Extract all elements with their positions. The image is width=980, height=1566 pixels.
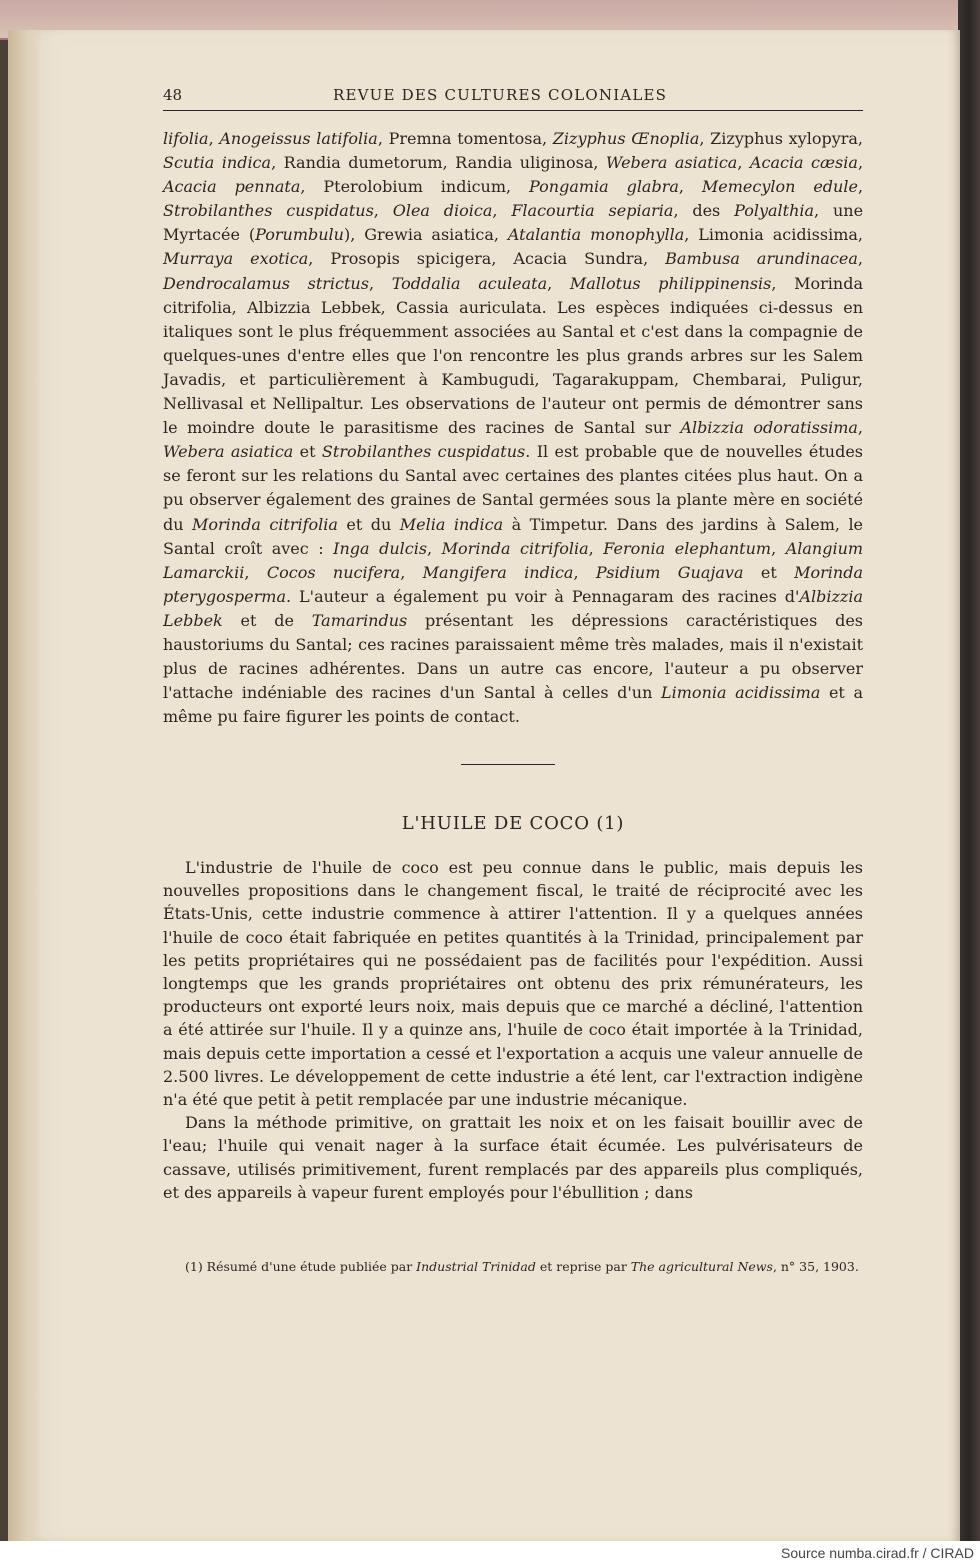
text-run: . Il est probable que de nouvelles études se feront sur les relations du Santal avec certaines des plantes citées plus haut. On a pu observer également des graines de Santal germées sous la plante mère en société du bbox=[163, 442, 863, 534]
italic-term: Olea dioica bbox=[392, 201, 493, 221]
article-body bbox=[163, 856, 863, 1204]
text-run: , bbox=[208, 129, 220, 148]
text-run: , bbox=[373, 201, 393, 221]
italic-term: Flacourtia sepiaria bbox=[511, 201, 674, 221]
text-run: , bbox=[573, 562, 596, 582]
text-run: , bbox=[588, 538, 604, 558]
italic-term: Anogeissus latifolia bbox=[219, 129, 378, 148]
italic-term: Acacia cæsia bbox=[749, 153, 858, 173]
text-run: , bbox=[857, 249, 863, 269]
continued-text-block bbox=[163, 127, 863, 729]
paragraph bbox=[163, 127, 863, 729]
text-run: , bbox=[427, 538, 442, 558]
footnote-text bbox=[163, 1257, 863, 1276]
italic-term: Polyalthia bbox=[734, 201, 815, 221]
text-run: , n° 35, 1903. bbox=[772, 1259, 859, 1274]
italic-term: Industrial Trinidad bbox=[416, 1259, 536, 1274]
text-run: , bbox=[547, 273, 570, 293]
italic-term: Strobilanthes cuspidatus bbox=[321, 442, 526, 462]
italic-term: Porumbulu bbox=[255, 225, 344, 245]
italic-term: Alangium Lamarckii bbox=[163, 538, 864, 582]
text-run: , Prosopis spicigera, Acacia Sundra, bbox=[308, 249, 666, 269]
text-run: , Limonia acidissima, bbox=[684, 225, 864, 245]
source-credit: Source numba.cirad.fr / CIRAD bbox=[781, 1545, 974, 1561]
italic-term: Cocos nucifera bbox=[266, 562, 401, 582]
text-run: , bbox=[400, 562, 423, 582]
text-run: présentant les dépressions caractéristiques des haustoriums du Santal; ces racines paraissaient même très malades, mais il n'existait plus de racines adhérentes. Dans un autre cas encore, l'auteur a pu observer l'attache indéniable des racines d'un Santal à celles d'un bbox=[163, 610, 864, 703]
italic-term: Morinda pterygosperma bbox=[163, 562, 863, 606]
italic-term: Morinda citrifolia bbox=[192, 514, 338, 534]
italic-term: Psidium Guajava bbox=[595, 562, 744, 582]
italic-term: Tamarindus bbox=[311, 610, 408, 630]
text-run: , bbox=[857, 418, 864, 438]
italic-term: Murraya exotica bbox=[163, 249, 309, 269]
text-run: et bbox=[293, 442, 322, 462]
italic-term: Morinda citrifolia bbox=[441, 538, 589, 558]
text-run: ), Grewia asiatica, bbox=[343, 225, 508, 245]
section-title: L'HUILE DE COCO (1) bbox=[401, 813, 625, 834]
text-run: , Randia dumetorum, Randia uliginosa, bbox=[271, 153, 606, 173]
italic-term: lifolia bbox=[163, 129, 209, 148]
text-run: , bbox=[737, 153, 750, 173]
text-run: , Zizyphus xylopyra, bbox=[699, 129, 864, 148]
running-title: REVUE DES CULTURES COLONIALES bbox=[333, 86, 668, 104]
book-spine-edge bbox=[958, 0, 980, 1541]
text-run: et reprise par bbox=[535, 1259, 631, 1274]
footnote bbox=[163, 1257, 863, 1276]
text-run: , Premna tomentosa, bbox=[377, 129, 553, 148]
italic-term: Pongamia glabra bbox=[529, 177, 679, 197]
italic-term: Limonia acidissima bbox=[661, 683, 821, 703]
text-run: , Morinda citrifolia, Albizzia Lebbek, Cassia auriculata. Les espèces indiquées ci-dessus en italiques sont le plus fréquemment associées au Santal et c'est dans la compagnie de quelques-unes d'entre elles que l'on rencontre les plus grands arbres sur les Salem Javadis, et particulièrement à Kambugudi, Tagarakuppam, Chembarai, Puligur, Nellivasal et Nellipaltur. Les observations de l'auteur ont permis de démontrer sans le moindre doute le parasitisme des racines de Santal sur bbox=[163, 273, 864, 438]
text-run: , Pterolobium indicum, bbox=[300, 177, 530, 197]
italic-term: Albizzia odoratissima bbox=[680, 418, 858, 438]
italic-term: Melia indica bbox=[399, 514, 504, 534]
italic-term: Memecylon edule bbox=[701, 177, 858, 197]
text-run: et a même pu faire figurer les points de contact. bbox=[163, 683, 864, 727]
italic-term: Webera asiatica bbox=[605, 153, 738, 173]
page-header bbox=[163, 84, 863, 111]
text-run: , bbox=[678, 177, 702, 197]
italic-term: Bambusa arundinacea bbox=[665, 249, 858, 269]
text-run: à Timpetur. Dans des jardins à Salem, le Santal croît avec : bbox=[163, 514, 864, 558]
text-run: . L'auteur a également pu voir à Pennagaram des racines d' bbox=[285, 586, 800, 606]
text-run: , des bbox=[673, 201, 735, 221]
text-run: , bbox=[244, 562, 267, 582]
italic-term: Mangifera indica bbox=[422, 562, 574, 582]
text-run: , bbox=[368, 273, 392, 293]
italic-term: Feronia elephantum bbox=[603, 538, 772, 558]
text-run: et bbox=[743, 562, 795, 582]
italic-term: Dendrocalamus strictus bbox=[163, 273, 369, 293]
italic-term: Inga dulcis bbox=[333, 538, 428, 558]
text-run: , bbox=[857, 177, 864, 197]
text-run: (1) Résumé d'une étude publiée par bbox=[185, 1259, 417, 1274]
italic-term: Webera asiatica bbox=[163, 442, 294, 462]
text-run: et du bbox=[337, 514, 400, 534]
italic-term: Scutia indica bbox=[163, 153, 272, 173]
text-run: et de bbox=[222, 610, 312, 630]
italic-term: The agricultural News bbox=[630, 1259, 773, 1274]
section-divider bbox=[461, 764, 555, 765]
text-run: , une Myrtacée ( bbox=[163, 201, 864, 245]
text-run: , bbox=[492, 201, 512, 221]
paragraph: L'industrie de l'huile de coco est peu connue dans le public, mais depuis les nouvelles propositions dans le changement fiscal, le traité de réciprocité avec les États-Unis, cette industrie commence à attirer l'attention. Il y a quelques années l'huile de coco était fabriquée en petites quantités à la Trinidad, principalement par les petits propriétaires qui ne possédaient pas de facilités pour l'expédition. Aussi longtemps que les grands propriétaires ont obtenu des prix rémunérateurs, les producteurs ont exporté leurs noix, mais depuis que ce marché a décliné, l'attention a été attirée sur l'huile. Il y a quinze ans, l'huile de coco était importée à la Trinidad, mais depuis cette importation a cessé et l'exportation a acquis une valeur annuelle de 2.500 livres. Le développement de cette industrie a été lent, car l'extraction indigène n'a été que petit à petit remplacée par une industrie mécanique. bbox=[163, 858, 863, 1110]
italic-term: Acacia pennata bbox=[163, 177, 301, 197]
paragraph: Dans la méthode primitive, on grattait les noix et on les faisait bouillir avec de l'eau; l'huile qui venait nager à la surface était écumée. Les pulvérisateurs de cassave, utilisés primitivement, furent remplacés par des appareils plus compliqués, et des appareils à vapeur furent employés pour l'ébullition ; dans bbox=[163, 1113, 863, 1202]
text-run: , bbox=[857, 153, 864, 173]
italic-term: Mallotus philippinensis bbox=[569, 273, 772, 293]
italic-term: Zizyphus Œnoplia bbox=[552, 129, 700, 148]
page-gutter bbox=[8, 30, 42, 1541]
italic-term: Atalantia monophylla bbox=[507, 225, 685, 245]
italic-term: Toddalia aculeata bbox=[391, 273, 548, 293]
italic-term: Strobilanthes cuspidatus bbox=[163, 201, 374, 221]
text-run: , bbox=[771, 538, 786, 558]
italic-term: Albizzia Lebbek bbox=[163, 586, 863, 630]
page-number: 48 bbox=[163, 86, 183, 104]
